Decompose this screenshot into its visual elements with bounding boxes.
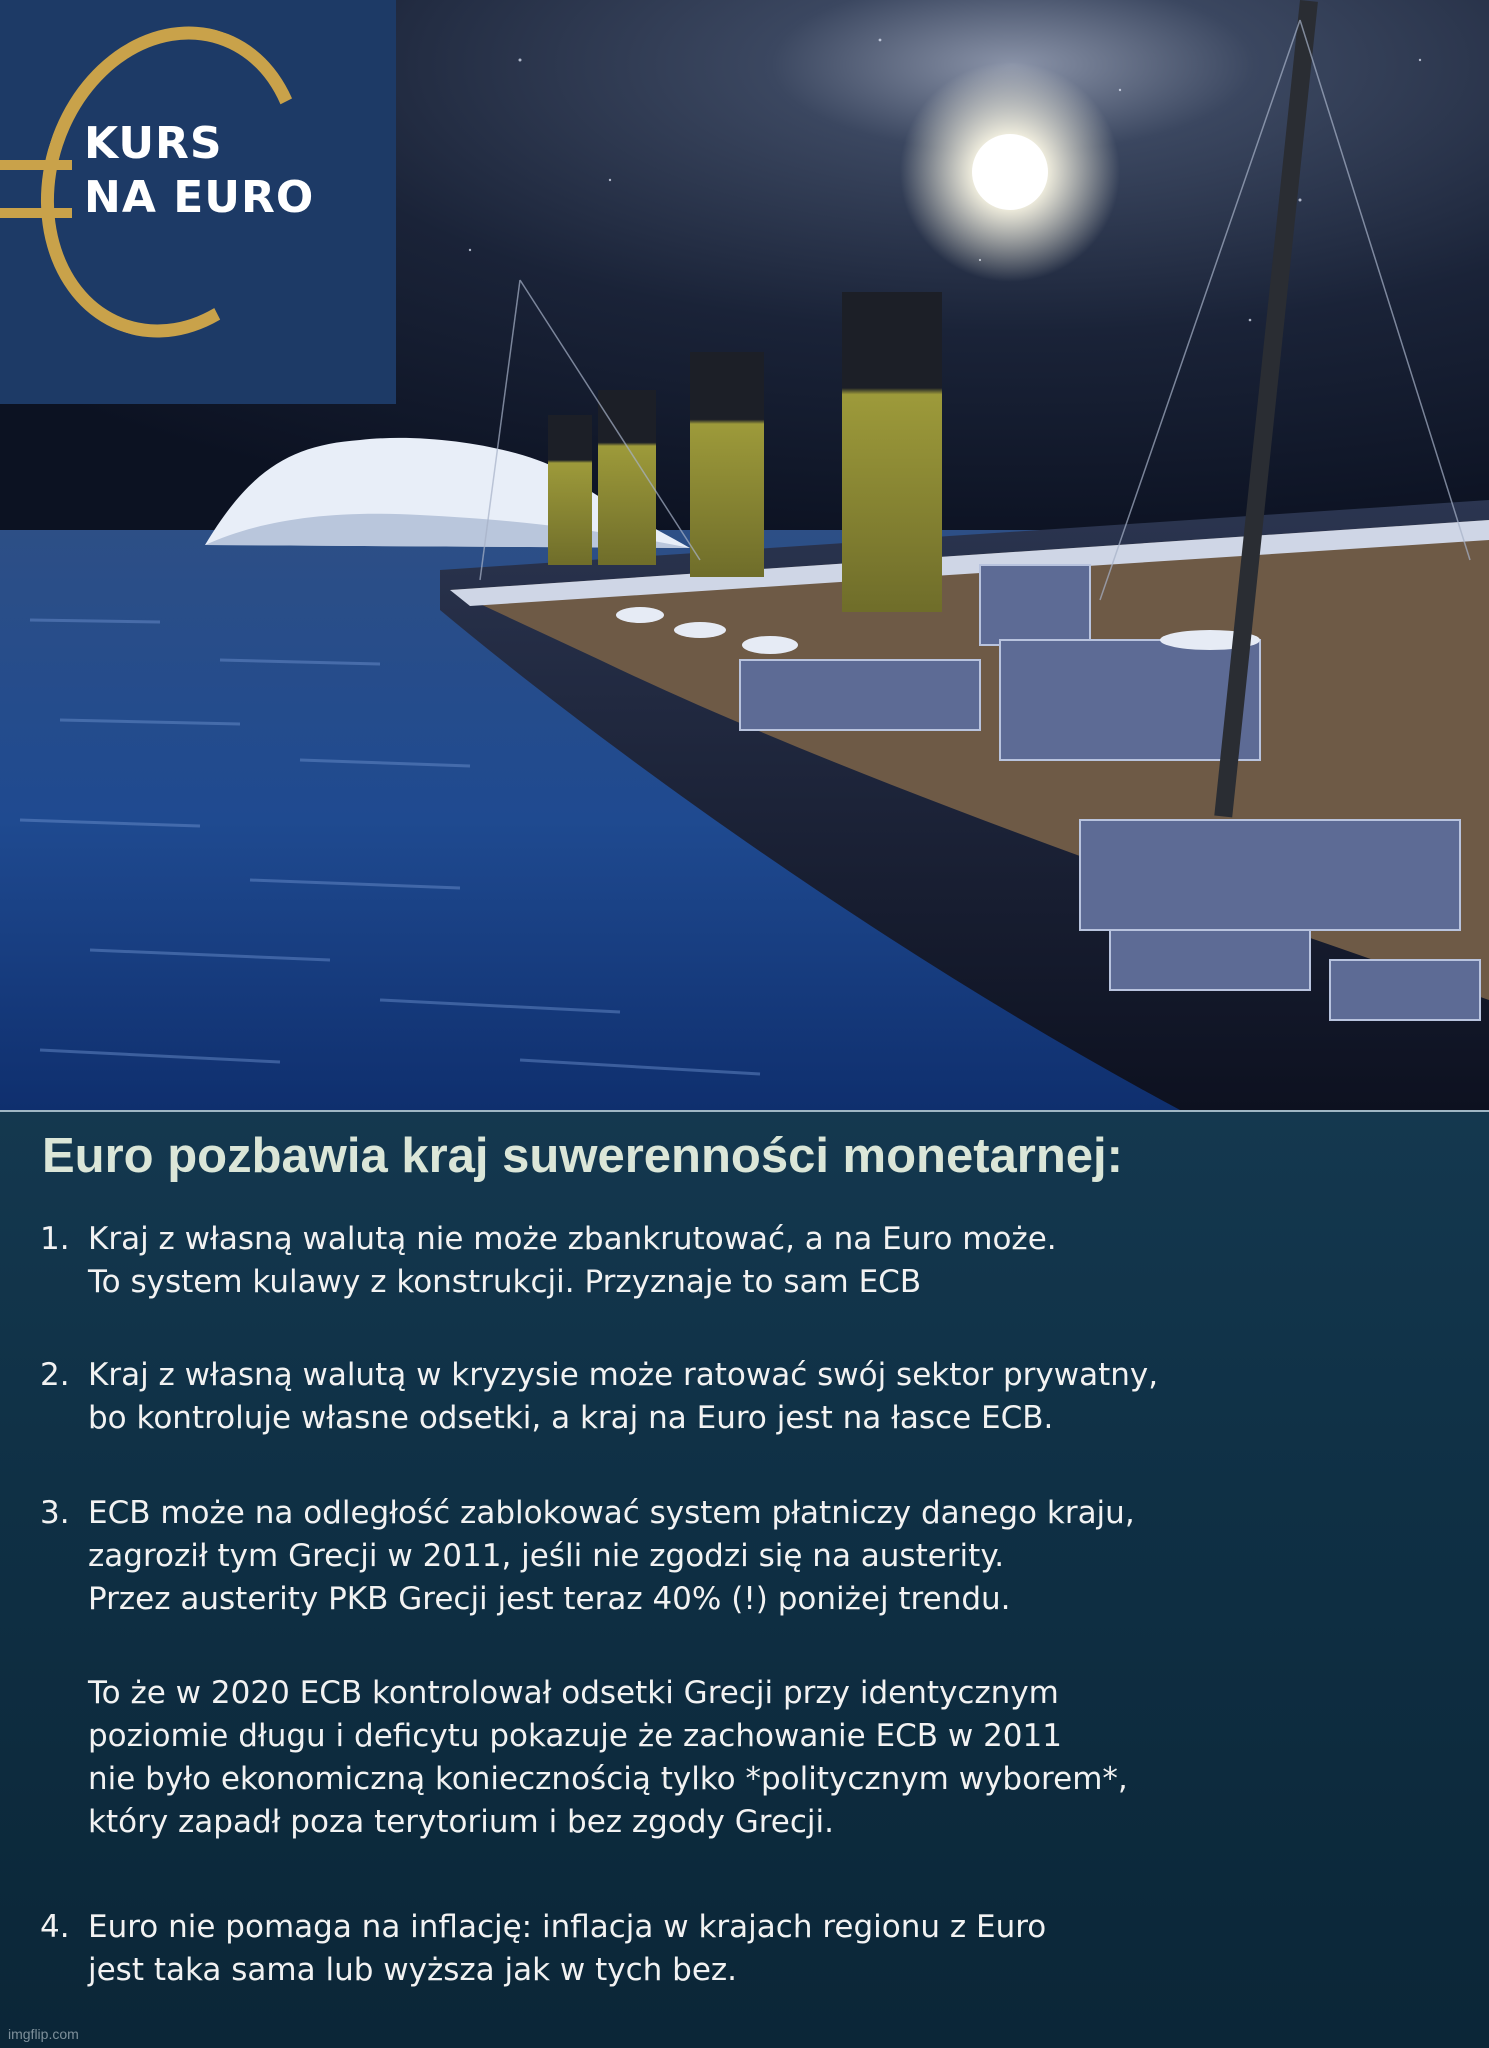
headline: Euro pozbawia kraj suwerenności monetarnej: (42, 1129, 1123, 1183)
point-number: 2. (40, 1357, 70, 1393)
point-line: ECB może na odległość zablokować system płatniczy danego kraju, (88, 1495, 1135, 1531)
point-line: zagroził tym Grecji w 2011, jeśli nie zgodzi się na austerity. (88, 1538, 1005, 1574)
kurs-na-euro-logo (0, 0, 396, 404)
euro-sign-bar-bottom (0, 208, 72, 218)
point-line: Kraj z własną walutą nie może zbankrutować, a na Euro może. (88, 1221, 1057, 1257)
point-line: poziomie długu i deficytu pokazuje że zachowanie ECB w 2011 (88, 1718, 1062, 1754)
point-line: jest taka sama lub wyższa jak w tych bez. (88, 1952, 738, 1988)
point-line: Przez austerity PKB Grecji jest teraz 40% (!) poniżej trendu. (88, 1581, 1011, 1617)
point-3 (40, 1492, 1470, 1621)
text-panel (0, 1110, 1489, 2048)
imgflip-watermark: imgflip.com (8, 2026, 79, 2042)
logo-text-line1: KURS (84, 118, 223, 169)
point-number: 4. (40, 1909, 70, 1945)
point-number: 3. (40, 1495, 70, 1531)
point-line: Kraj z własną walutą w kryzysie może ratować swój sektor prywatny, (88, 1357, 1159, 1393)
point-4 (40, 1906, 1470, 1992)
logo-text-line2: NA EURO (84, 172, 315, 223)
point-number: 1. (40, 1221, 70, 1257)
euro-sign-bar-top (0, 160, 72, 170)
point-line: Euro nie pomaga na inflację: inflacja w krajach regionu z Euro (88, 1909, 1047, 1945)
point-line: bo kontroluje własne odsetki, a kraj na Euro jest na łasce ECB. (88, 1400, 1054, 1436)
point-3-continuation (40, 1672, 1470, 1844)
point-2 (40, 1354, 1470, 1440)
point-line: nie było ekonomiczną koniecznością tylko *politycznym wyborem*, (88, 1761, 1128, 1797)
point-line: który zapadł poza terytorium i bez zgody Grecji. (88, 1804, 834, 1840)
point-line: To że w 2020 ECB kontrolował odsetki Grecji przy identycznym (88, 1675, 1059, 1711)
point-line: To system kulawy z konstrukcji. Przyznaje to sam ECB (88, 1264, 922, 1300)
panel-divider (0, 1110, 1489, 1112)
point-1 (40, 1218, 1470, 1304)
